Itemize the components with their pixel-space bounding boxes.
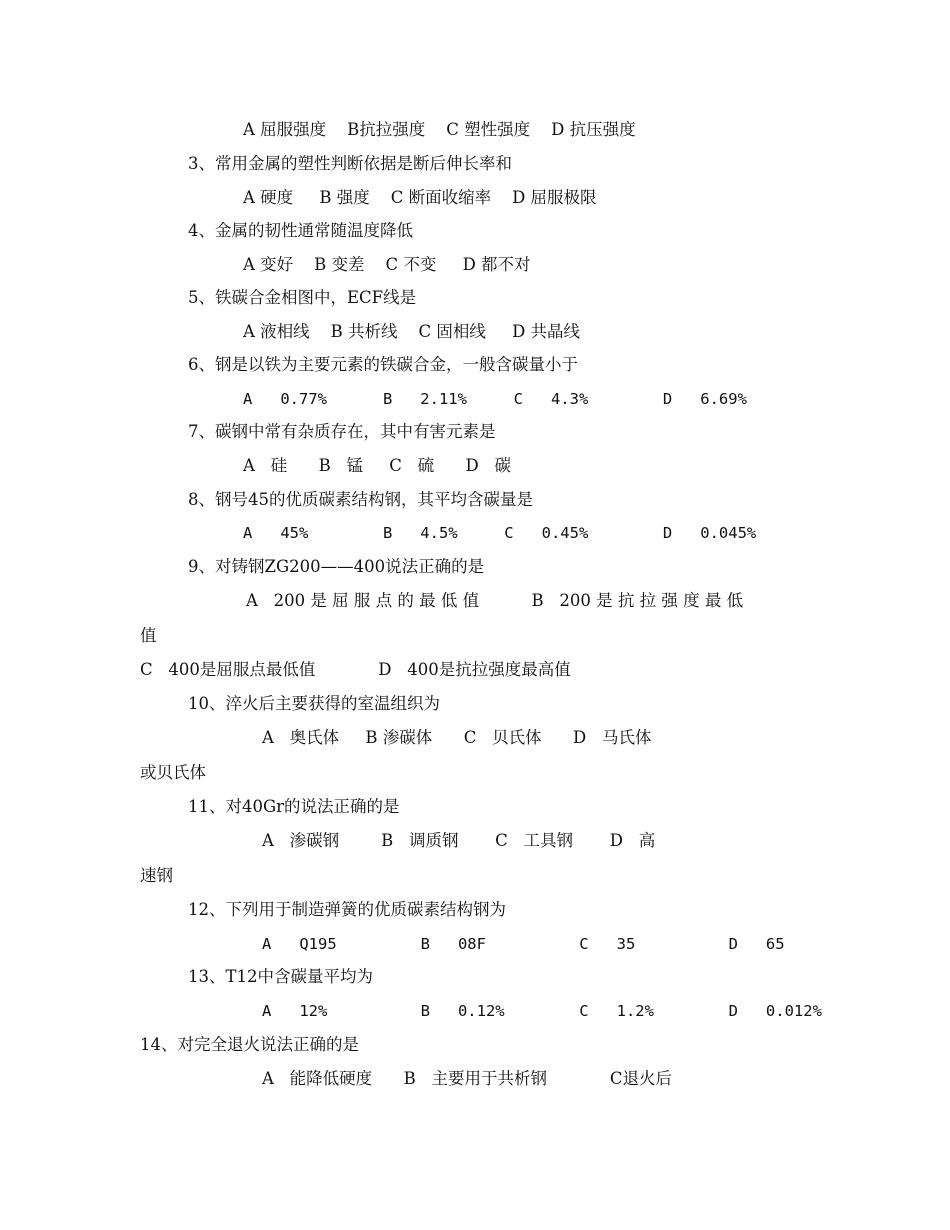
- q5-question: 5、铁碳合金相图中，ECF线是: [188, 288, 417, 307]
- q8-question: 8、钢号45的优质碳素结构钢，其平均含碳量是: [188, 490, 533, 509]
- q11-options-line-2: 速钢: [140, 866, 173, 885]
- q12-question: 12、下列用于制造弹簧的优质碳素结构钢为: [188, 900, 506, 919]
- q13-question: 13、T12中含碳量平均为: [188, 967, 373, 986]
- q3-options: A 硬度 B 强度 C 断面收缩率 D 屈服极限: [243, 188, 597, 207]
- q8-options: A 45% B 4.5% C 0.45% D 0.045%: [243, 524, 757, 542]
- q11-options-line-1: A 渗碳钢 B 调质钢 C 工具钢 D 高: [262, 831, 656, 850]
- q4-question: 4、金属的韧性通常随温度降低: [188, 221, 413, 240]
- q3-question: 3、常用金属的塑性判断依据是断后伸长率和: [188, 154, 512, 173]
- q6-options: A 0.77% B 2.11% C 4.3% D 6.69%: [243, 390, 747, 408]
- q4-options: A 变好 B 变差 C 不变 D 都不对: [243, 255, 531, 274]
- q14-options: A 能降低硬度 B 主要用于共析钢 C退火后: [262, 1069, 673, 1088]
- q9-options-line-1: A 200 是 屈 服 点 的 最 低 值 B 200 是 抗 拉 强 度 最 低: [246, 591, 744, 610]
- q9-question: 9、对铸钢ZG200——400说法正确的是: [188, 557, 485, 576]
- q13-options: A 12% B 0.12% C 1.2% D 0.012%: [262, 1002, 822, 1020]
- q12-options: A Q195 B 08F C 35 D 65: [262, 935, 785, 953]
- q14-question: 14、对完全退火说法正确的是: [140, 1035, 359, 1054]
- q10-options-line-1: A 奥氏体 B 渗碳体 C 贝氏体 D 马氏体: [262, 728, 652, 747]
- q11-question: 11、对40Gr的说法正确的是: [188, 797, 400, 816]
- q10-question: 10、淬火后主要获得的室温组织为: [188, 694, 440, 713]
- q7-options: A 硅 B 锰 C 硫 D 碳: [243, 456, 511, 475]
- q9-options-line-3: C 400是屈服点最低值 D 400是抗拉强度最高值: [140, 660, 571, 679]
- q5-options: A 液相线 B 共析线 C 固相线 D 共晶线: [243, 322, 581, 341]
- q10-options-line-2: 或贝氏体: [140, 763, 206, 782]
- q7-question: 7、碳钢中常有杂质存在，其中有害元素是: [188, 422, 496, 441]
- q6-question: 6、钢是以铁为主要元素的铁碳合金，一般含碳量小于: [188, 355, 578, 374]
- q2-options: A 屈服强度 B抗拉强度 C 塑性强度 D 抗压强度: [243, 120, 636, 139]
- q9-options-line-2: 值: [140, 626, 157, 645]
